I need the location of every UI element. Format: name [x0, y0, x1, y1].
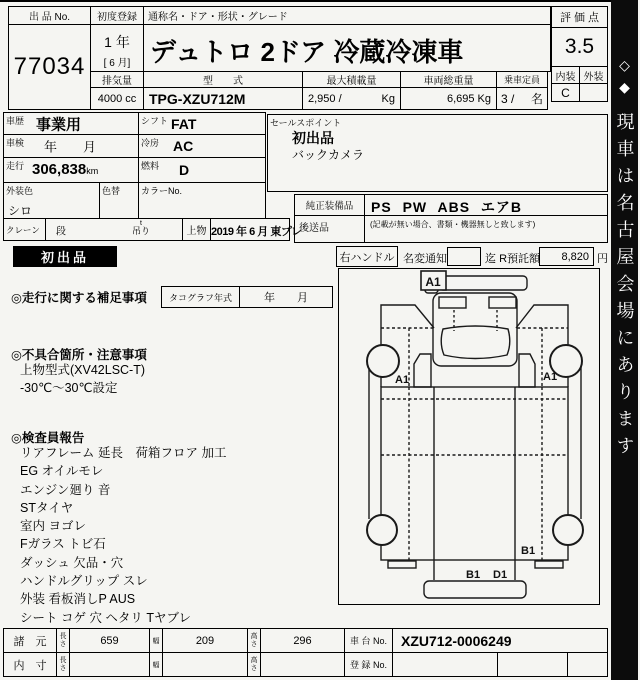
- damage-label-front-right: A1: [543, 371, 558, 383]
- exterior-color-value: シロ: [8, 204, 33, 218]
- mileage-note-title: ◎走行に関する補足事項: [11, 291, 147, 305]
- until-label: [485, 250, 540, 266]
- first-listing-badge: 初出品: [13, 246, 117, 267]
- fuel-label: 燃料: [141, 161, 160, 171]
- tachograph-value: 年 月: [239, 286, 333, 308]
- body-value-cell: 2019 年 6 月 東プレ: [210, 218, 290, 241]
- yen-label: 円: [597, 253, 608, 265]
- inspector-line: STタイヤ: [20, 500, 74, 515]
- first-registration-header: 初度登録: [90, 6, 144, 25]
- defect-line: -30℃～30℃設定: [20, 381, 118, 396]
- mileage-value: [32, 161, 98, 179]
- inspector-title: ◎検査員報告: [11, 431, 85, 445]
- spec-height-value: 296: [260, 628, 345, 653]
- mileage-number: 306,838: [32, 161, 87, 178]
- later-shipment-label: 後送品: [299, 223, 329, 234]
- inspection-label: 車検: [6, 138, 25, 148]
- damage-label-front-left: A1: [395, 374, 410, 386]
- fuel-cell: [138, 157, 266, 183]
- cooling-value: AC: [173, 138, 194, 154]
- inspector-line: 室内 ヨゴレ: [20, 519, 86, 534]
- model-code-header: 型 式: [143, 71, 303, 88]
- body-label-cell: 上物: [182, 218, 211, 241]
- inspector-line: ダッシュ 欠品・穴: [20, 555, 124, 570]
- later-shipment-note-cell: [364, 215, 608, 243]
- history-label: 車歴: [6, 116, 25, 126]
- auction-no-header: 出 品 No.: [8, 6, 91, 25]
- capacity-unit: 名: [530, 92, 543, 106]
- max-load-header: 最大積載量: [302, 71, 401, 88]
- displacement-value: 4000 cc: [90, 87, 144, 110]
- damage-label-rear-right: B1: [521, 545, 536, 557]
- capacity-value: [496, 87, 548, 110]
- defect-title: ◎不具合箇所・注意事項: [11, 348, 147, 362]
- history-cell: [3, 112, 139, 135]
- score-value: 3.5: [551, 27, 608, 67]
- registration-no-cell-1: [392, 652, 498, 677]
- registration-no-label: 登 録 No.: [344, 652, 393, 677]
- score-header: 評 価 点: [551, 6, 608, 28]
- chassis-no-value: XZU712-0006249: [392, 628, 608, 653]
- sales-point-box: [267, 114, 608, 192]
- spec-inner-width-value: [162, 652, 248, 677]
- later-shipment-note: (記載が無い場合、書類・機器無しと致します): [370, 220, 536, 229]
- damage-label-rear-1: B1: [466, 569, 481, 581]
- interior-grade-header: 内装: [551, 66, 580, 84]
- inspector-report-list: [20, 444, 226, 627]
- deposit-amount-box: 8,820: [539, 247, 594, 266]
- mileage-cell: [3, 157, 139, 183]
- spec-inner-length-label: 長さ: [56, 652, 70, 677]
- right-handle-badge: 右ハンドル: [336, 246, 398, 267]
- capacity-number: 3 /: [501, 91, 515, 106]
- venue-strip: [611, 0, 638, 680]
- interior-grade: C: [551, 83, 580, 102]
- model-name-header: 通称名・ドア・形状・グレード: [143, 6, 551, 25]
- inspector-line: ハンドルグリップ スレ: [20, 574, 148, 589]
- shift-cell: [138, 112, 266, 135]
- color-no-cell: [138, 182, 266, 219]
- spec-width-value: 209: [162, 628, 248, 653]
- cooling-cell: [138, 134, 266, 158]
- exterior-grade: [579, 83, 608, 102]
- capacity-header: 乗車定員: [496, 71, 548, 88]
- history-value: 事業用: [36, 116, 82, 133]
- shift-label: シフト: [141, 116, 169, 126]
- inspector-line: EG オイルモレ: [20, 464, 104, 479]
- equipment-value: PS PW ABS エアB: [364, 194, 608, 216]
- first-registration-month: [ 6 月]: [103, 57, 131, 69]
- shift-value: FAT: [171, 115, 197, 132]
- inspector-line: エンジン廻り 音: [20, 482, 111, 497]
- damage-label-front: A1: [425, 275, 441, 289]
- max-load-value: [302, 87, 401, 110]
- crane-stage-label: 段: [56, 226, 66, 237]
- fuel-value: D: [179, 162, 190, 178]
- auction-no: 77034: [8, 24, 91, 110]
- spec-width-label: 幅: [149, 628, 163, 653]
- sales-point-line: バックカメラ: [292, 148, 365, 162]
- top-rule: [0, 0, 611, 2]
- vehicle-diagram-box: [338, 268, 600, 605]
- damage-label-rear-2: D1: [493, 569, 508, 581]
- inspector-line: リアフレーム 延長 荷箱フロア 加工: [20, 446, 227, 460]
- mileage-unit: km: [86, 166, 99, 176]
- name-change-box: [447, 247, 481, 266]
- gross-weight-header: 車両総重量: [400, 71, 497, 88]
- spec-inner-width-label: 幅: [149, 652, 163, 677]
- first-registration-cell: [90, 24, 144, 72]
- model-name: デュトロ 2ドア 冷蔵冷凍車: [143, 24, 551, 72]
- exterior-color-cell: [3, 182, 100, 219]
- cooling-label: 冷房: [141, 138, 160, 148]
- chassis-no-label: 車 台 No.: [344, 628, 393, 653]
- repaint-cell: [99, 182, 139, 219]
- spec-inner-height-label: 高さ: [247, 652, 261, 677]
- until-text: 迄: [485, 253, 496, 265]
- mileage-label: 走行: [6, 161, 25, 171]
- max-load-number: 2,950 /: [308, 92, 342, 105]
- spec-length-label: 長さ: [56, 628, 70, 653]
- max-load-unit: Kg: [381, 92, 395, 105]
- inspector-line: 外装 看板消しP AUS: [20, 592, 136, 607]
- lift-label: 吊り: [131, 226, 150, 237]
- spec-dims-label: 諸 元: [3, 628, 57, 653]
- defect-line: 上物型式(XV42LSC-T): [20, 363, 146, 377]
- diamond-outline-icon: ◇: [619, 57, 630, 73]
- spec-height-label: 高さ: [247, 628, 261, 653]
- lift-capacity-label: [132, 220, 150, 237]
- crane-label-cell: クレーン: [3, 218, 46, 241]
- first-registration-year: 1 年: [104, 34, 130, 50]
- diamond-filled-icon: ◆: [619, 79, 630, 95]
- inspector-line: シート コゲ 穴 ヘタリ Tヤブレ: [20, 610, 192, 625]
- displacement-header: 排気量: [90, 71, 144, 88]
- spec-length-value: 659: [69, 628, 150, 653]
- venue-strip-text: 現車は名古屋会場にあります: [614, 112, 635, 463]
- gross-weight-value: 6,695 Kg: [400, 87, 497, 110]
- spec-inner-label: 内 寸: [3, 652, 57, 677]
- equipment-label: 純正装備品: [294, 194, 365, 216]
- vehicle-damage-diagram: [339, 269, 598, 603]
- name-change-label: 名変通知: [403, 253, 447, 265]
- color-no-label: カラーNo.: [141, 186, 183, 196]
- exterior-color-label: 外装色: [6, 186, 34, 196]
- defect-lines: [20, 361, 145, 398]
- sales-point-label: セールスポイント: [270, 118, 342, 128]
- sales-point-line: 初出品: [292, 130, 334, 146]
- repaint-label: 色替: [102, 186, 121, 196]
- exterior-grade-header: 外装: [579, 66, 608, 84]
- spec-inner-length-value: [69, 652, 150, 677]
- model-code-value: TPG-XZU712M: [143, 87, 303, 110]
- crane-value-cell: [45, 218, 183, 241]
- inspection-value: 年 月: [44, 139, 97, 155]
- inspector-line: Fガラス トビ石: [20, 537, 106, 552]
- later-shipment-label-cell: [294, 215, 365, 243]
- spec-inner-height-value: [260, 652, 345, 677]
- lift-t-label: t: [140, 220, 142, 227]
- tachograph-label: タコグラフ年式: [161, 286, 240, 308]
- inspection-cell: [3, 134, 139, 158]
- registration-no-cell-2: [497, 652, 568, 677]
- registration-no-cell-3: [567, 652, 608, 677]
- r-deposit-label: R預託額: [499, 253, 541, 265]
